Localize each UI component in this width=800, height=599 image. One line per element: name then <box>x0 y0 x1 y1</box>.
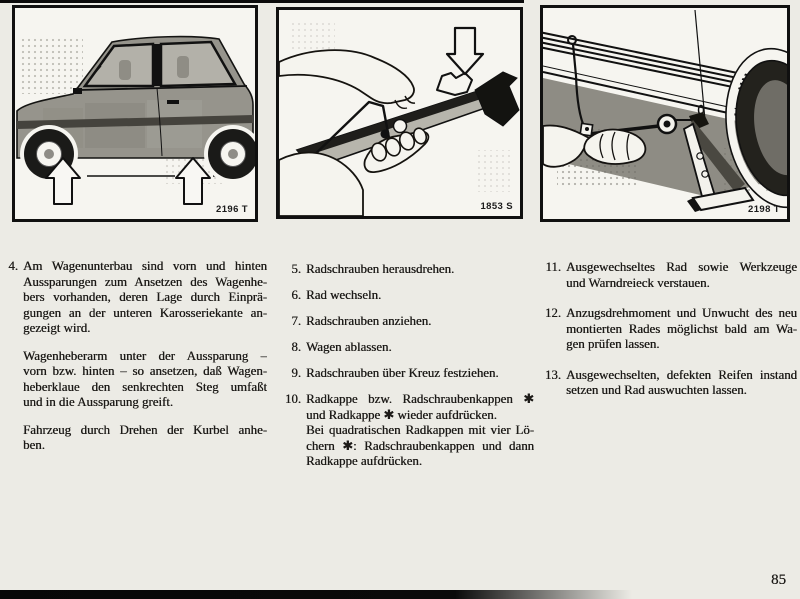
paragraph <box>566 368 797 399</box>
paragraph <box>306 262 534 278</box>
paragraph <box>23 349 267 411</box>
text-line: Fahrzeug durch Drehen der Kurbel anhe- <box>23 422 267 437</box>
paragraph <box>306 340 534 356</box>
rear-hub <box>228 149 238 159</box>
paragraph <box>566 260 797 291</box>
figure-caption: 2196 T <box>216 204 248 215</box>
item-number: 5. <box>291 262 301 276</box>
jack-arm-hole <box>702 171 708 177</box>
paragraph <box>306 392 534 423</box>
text-line: Radschrauben über Kreuz festziehen. <box>306 366 499 380</box>
page-number: 85 <box>771 572 786 588</box>
figure-caption: 2198 T <box>748 204 780 215</box>
item-text <box>306 392 534 470</box>
item-number: 10. <box>284 392 301 406</box>
text-line: Anzugsdrehmoment und Unwucht des neu <box>566 306 797 320</box>
paragraph <box>566 306 797 353</box>
paragraph <box>306 314 534 330</box>
halftone-speckle <box>477 150 513 192</box>
text-line: Aussparungen zum Ansetzen des Wagenhe- <box>23 274 267 289</box>
text-line: ben. <box>23 438 45 452</box>
text-line: Radkappe bzw. Radschraubenkappen ✱ <box>306 392 534 406</box>
item-number: 13. <box>544 367 561 382</box>
paragraph <box>306 288 534 304</box>
text-line: Ausgewechseltes Rad sowie Werkzeuge <box>566 260 797 274</box>
item-number: 9. <box>291 366 301 380</box>
item-text <box>566 306 797 353</box>
door-handle <box>167 100 179 104</box>
paragraph <box>306 366 534 382</box>
instruction-item-8 <box>277 340 534 356</box>
paragraph <box>306 423 534 470</box>
lower-wrist <box>279 153 363 217</box>
paragraph <box>23 423 267 454</box>
instruction-item-6 <box>277 288 534 304</box>
instruction-item-12 <box>537 306 797 353</box>
text-line: Radschrauben herausdrehen. <box>306 262 455 276</box>
instruction-item-7 <box>277 314 534 330</box>
item-text <box>306 366 534 382</box>
text-line: setzen und Rad auswuchten lassen. <box>566 383 747 397</box>
instruction-item-5 <box>277 262 534 278</box>
b-pillar <box>153 44 161 86</box>
halftone-speckle <box>291 22 335 52</box>
text-line: Bei quadratischen Radkappen mit vier Lö- <box>306 423 534 437</box>
figure-caption: 1853 S <box>480 201 513 212</box>
text-line: und in die Aussparung greift. <box>23 395 174 409</box>
text-line: Wagen ablassen. <box>306 340 392 354</box>
item-text <box>566 260 797 291</box>
instructions-column-left <box>4 259 267 454</box>
crank-joint-pin <box>585 127 589 131</box>
jack-arm-hole <box>697 153 703 159</box>
text-line: Radschrauben anziehen. <box>306 314 432 328</box>
item-number: 12. <box>544 306 561 320</box>
upper-hand <box>279 50 414 103</box>
scan-edge-top <box>0 0 524 3</box>
paragraph <box>23 259 267 337</box>
text-line: gezeigt wird. <box>23 321 91 335</box>
item-number: 8. <box>291 340 301 354</box>
item-text <box>306 314 534 330</box>
text-line: Rad wechseln. <box>306 288 382 302</box>
halftone-speckle <box>21 36 83 94</box>
text-line: heberklaue den senkrechten Steg umfaßt <box>23 379 267 394</box>
scan-edge-bottom <box>0 590 632 599</box>
text-line: gungen an der unteren Karosseriekante an- <box>23 305 267 320</box>
jack-head-bracket <box>437 73 472 95</box>
text-line: und Warndreieck verstauen. <box>566 275 710 290</box>
text-line: Ausgewechselten, defekten Reifen instand <box>566 367 797 382</box>
instruction-item-11 <box>537 260 797 291</box>
figure-jack-in-hands <box>276 7 523 219</box>
text-line: Am Wagenunterbau sind vorn und hinten <box>23 259 267 273</box>
front-hub <box>44 149 54 159</box>
item-text <box>23 259 267 454</box>
text-line: Wagenheberarm unter der Aussparung – <box>23 348 267 363</box>
text-line: vorn bzw. hinten – so ansetzen, daß Wagen- <box>23 364 267 378</box>
text-line: gen prüfen lassen. <box>566 337 660 351</box>
text-line: bers vorhanden, deren Lage durch Einprä- <box>23 290 267 304</box>
instruction-item-10 <box>277 392 534 470</box>
item-number: 7. <box>291 314 301 328</box>
instructions-column-middle <box>277 262 534 480</box>
item-number: 6. <box>291 288 301 302</box>
push-down-arrow <box>447 28 483 74</box>
text-line: Radkappe aufdrücken. <box>306 454 422 468</box>
item-text <box>306 262 534 278</box>
jack-pivot-center <box>664 121 671 128</box>
instruction-item-9 <box>277 366 534 382</box>
figure-jack-under-sill <box>540 5 790 222</box>
text-line: chern ✱: Radschraubenkappen und dann <box>306 438 534 453</box>
jack-under-car-illustration <box>543 8 787 219</box>
item-number: 4. <box>8 259 18 273</box>
figure-car-jack-points <box>12 5 258 222</box>
headrest <box>119 60 131 80</box>
item-text <box>566 368 797 399</box>
item-number: 11. <box>545 260 561 274</box>
text-line: und Radkappe ✱ wieder aufdrücken. <box>306 407 497 422</box>
jack-hands-illustration <box>279 10 520 216</box>
item-text <box>306 288 534 304</box>
text-line: montierten Rades möglichst bald am Wa- <box>566 321 797 336</box>
jack-claw-flange <box>475 72 519 126</box>
bar-hole-ring <box>394 120 407 133</box>
item-text <box>306 340 534 356</box>
car-side-illustration <box>15 8 255 219</box>
instruction-item-4 <box>4 259 267 454</box>
instructions-column-right <box>537 260 797 414</box>
headrest <box>177 56 189 78</box>
side-mirror <box>73 88 82 94</box>
instruction-item-13 <box>537 368 797 399</box>
